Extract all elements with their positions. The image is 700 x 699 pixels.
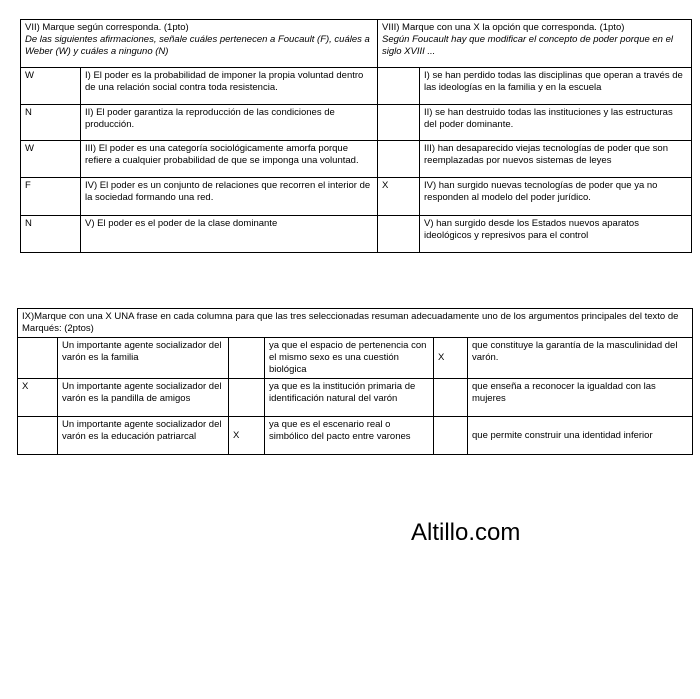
section8-option: III) han desaparecido viejas tecnologías de poder que son reemplazadas por nuevos sistemas de leyes — [420, 141, 692, 178]
section8-instruction: Según Foucault hay que modificar el concepto de poder porque en el siglo XVIII ... — [382, 34, 674, 57]
section8-header — [378, 20, 692, 68]
column3-mark — [434, 417, 468, 455]
section7-statement: I) El poder es la probabilidad de imponer la propia voluntad dentro de una relación social contra toda resistencia. — [81, 68, 378, 105]
column1-phrase: Un importante agente socializador del varón es la educación patriarcal — [58, 417, 229, 455]
section7-answer: W — [21, 141, 81, 178]
section7-statement: II) El poder garantiza la reproducción de las condiciones de producción. — [81, 105, 378, 141]
section7-answer: N — [21, 105, 81, 141]
table-row — [18, 417, 693, 455]
section8-mark — [378, 216, 420, 253]
column2-mark — [229, 338, 265, 379]
section7-answer: W — [21, 68, 81, 105]
table-row — [21, 178, 692, 216]
section7-title: VII) Marque según corresponda. (1pto) — [25, 22, 189, 33]
table-row — [21, 68, 692, 105]
column3-phrase: que enseña a reconocer la igualdad con las mujeres — [468, 379, 693, 417]
column1-mark — [18, 338, 58, 379]
column2-phrase: ya que es la institución primaria de identificación natural del varón — [265, 379, 434, 417]
section8-option: I) se han perdido todas las disciplinas que operan a través de las ideologías en la familia y en la escuela — [420, 68, 692, 105]
table-row — [21, 105, 692, 141]
column3-mark — [434, 379, 468, 417]
table-row — [18, 379, 693, 417]
column1-phrase: Un importante agente socializador del varón es la pandilla de amigos — [58, 379, 229, 417]
section7-statement: V) El poder es el poder de la clase dominante — [81, 216, 378, 253]
table-row — [18, 338, 693, 379]
section7-statement: III) El poder es una categoría sociológicamente amorfa porque refiere a cualquier probabilidad de que se imponga una voluntad. — [81, 141, 378, 178]
header-row — [21, 20, 692, 68]
column2-phrase: ya que el espacio de pertenencia con el mismo sexo es una cuestión biológica — [265, 338, 434, 379]
questions-vii-viii-table — [20, 19, 692, 253]
section8-mark — [378, 68, 420, 105]
column2-phrase: ya que es el escenario real o simbólico del pacto entre varones — [265, 417, 434, 455]
column1-mark: X — [18, 379, 58, 417]
question-ix-table — [17, 308, 693, 455]
column2-mark — [229, 379, 265, 417]
section7-instruction: De las siguientes afirmaciones, señale cuáles pertenecen a Foucault (F), cuáles a Weber (W) y cuáles a ninguno (N) — [25, 34, 370, 57]
column3-mark: X — [434, 338, 468, 379]
column3-phrase: que permite construir una identidad inferior — [468, 417, 693, 455]
section8-mark — [378, 141, 420, 178]
section8-title: VIII) Marque con una X la opción que corresponda. (1pto) — [382, 22, 625, 33]
section7-answer: F — [21, 178, 81, 216]
section8-mark: X — [378, 178, 420, 216]
section7-statement: IV) El poder es un conjunto de relaciones que recorren el interior de la sociedad formando una red. — [81, 178, 378, 216]
section7-answer: N — [21, 216, 81, 253]
section7-header — [21, 20, 378, 68]
section8-option: II) se han destruido todas las instituciones y las estructuras del poder dominante. — [420, 105, 692, 141]
column3-phrase: que constituye la garantía de la masculinidad del varón. — [468, 338, 693, 379]
column1-phrase: Un importante agente socializador del varón es la familia — [58, 338, 229, 379]
section8-mark — [378, 105, 420, 141]
table-row — [21, 141, 692, 178]
column1-mark — [18, 417, 58, 455]
section9-title: IX)Marque con una X UNA frase en cada columna para que las tres seleccionadas resuman adecuadamente uno de los argumentos principales del texto de Marqués: (2ptos) — [18, 309, 693, 338]
section8-option: IV) han surgido nuevas tecnologías de poder que ya no responden al modelo del poder jurídico. — [420, 178, 692, 216]
header-row — [18, 309, 693, 338]
table-row — [21, 216, 692, 253]
watermark: Altillo.com — [411, 519, 521, 546]
section8-option: V) han surgido desde los Estados nuevos aparatos ideológicos y represivos para el control — [420, 216, 692, 253]
column2-mark: X — [229, 417, 265, 455]
